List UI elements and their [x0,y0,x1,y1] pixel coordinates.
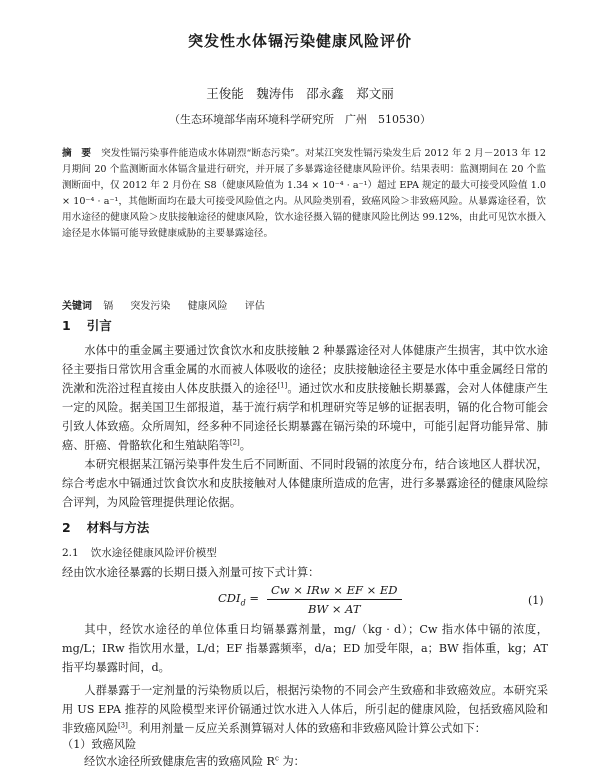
subsection-heading [62,545,217,560]
paragraph-text: 。 [239,439,251,452]
section-title: 材料与方法 [86,520,150,535]
paragraph-text: 。利用剂量－反应关系测算镉对人体的致癌和非致癌风险计算公式如下： [127,722,486,735]
intro-paragraph-2: 本研究根据某江镉污染事件发生后不同断面、不同时段镉的浓度分布，结合该地区人群状况，综合考虑水中镉通过饮食饮水和皮肤接触对人体健康所造成的危害，进行多暴露途径的健康风险综合评判，为风险管理提供理论依据。 [62,458,548,509]
citation: [2] [229,438,240,447]
paragraph-text: 为： [278,755,305,768]
section-heading-intro [62,316,112,334]
keywords-label: 关键词 [62,301,92,312]
paragraph-text: 经饮水途径所致健康危害的致癌风险 R [84,755,275,768]
keyword-term: 镉 [103,301,114,312]
paragraph-text: 水体中的重金属主要通过饮食饮水和皮肤接触 2 种暴露途径对人体健康产生损害，其中饮水途径主要指日常饮用含重金属的水而被人体吸收的途径；皮肤接触途径主要是水体中重金属经日常的洗漱和洗浴过程直接由人体皮肤摄入的途径 [62,344,548,395]
affiliation: （生态环境部华南环境科学研究所 广州 510530） [169,113,431,126]
section-heading-methods [62,518,149,536]
subsection-title: 饮水途径健康风险评价模型 [90,547,217,559]
author-list: 王俊能 魏涛伟 邵永鑫 郑文丽 [206,86,394,101]
citation: [1] [277,381,288,390]
paper-title: 突发性水体镉污染健康风险评价 [187,32,412,50]
abstract-block [62,146,546,242]
keyword-term: 健康风险 [187,301,228,312]
list-item-cancer-risk: （1）致癌风险 [62,738,137,751]
abstract-label: 摘 要 [62,148,92,159]
section-title: 引言 [86,318,112,333]
formula-numerator: Cw × IRw × EF × ED [267,583,402,600]
formula-lhs-subscript: d [240,598,246,608]
section-number: 1 [62,318,71,333]
risk-model-paragraph [62,681,548,738]
formula-lhs [218,591,259,607]
cancer-risk-text [84,753,305,769]
abstract-text: 突发性镉污染事件能造成水体剧烈“断态污染”。对某江突发性镉污染发生后 2012 年 2 月－2013 年 12 月期间 20 个监测断面水体镉含量进行研究，并开展了多暴露途径健康风险评价。结果表明：监测期间在 20 个监测断面中，仅 2012 年 2 月份在 S8（健康风险值为 1.34 × 10⁻⁴ · a⁻¹）超过 EPA 规定的最大可接受风险值 1.0 × 10⁻⁴ · a⁻¹，其他断面均在最大可接受风险值之内。从风险类别看，致癌风险＞非致癌风险。从暴露途径看，饮用水途径的健康风险＞皮肤接触途径的健康风险，饮水途径摄入镉的健康风险比例达 99.12%，由此可见饮水摄入途径是水体镉可能导致健康威胁的主要暴露途径。 [62,148,547,239]
superscript: c [274,754,279,763]
formula-denominator: BW × AT [307,602,361,616]
formula-lhs-symbol: CDI [218,591,241,606]
formula-fraction [267,583,402,616]
formula-cdi [218,583,402,616]
section-number: 2 [62,520,71,535]
paragraph-text: 人群暴露于一定剂量的污染物质以后，根据污染物的不同会产生致癌和非致癌效应。本研究采用 US EPA 推荐的风险模型来评价镉通过饮水进入人体后，所引起的健康风险，包括致癌风险和非致癌风险 [62,684,548,735]
keywords-block [62,297,546,312]
formula-intro: 经由饮水途径暴露的长期日摄入剂量可按下式计算： [62,566,320,579]
subsection-number: 2.1 [62,547,79,559]
formula-equals: = [245,591,259,606]
keyword-term: 评估 [244,301,265,312]
keyword-term: 突发污染 [130,301,171,312]
intro-paragraph-1 [62,341,548,455]
citation: [3] [117,721,128,730]
equation-number: (1) [528,594,544,607]
variables-paragraph: 其中，经饮水途径的单位体重日均镉暴露剂量，mg/（kg · d）；Cw 指水体中镉的浓度，mg/L；IRw 指饮用水量，L/d；EF 指暴露频率，d/a；ED 加受年限，a；BW 指体重，kg；AT 指平均暴露时间，d。 [62,623,548,674]
paragraph-text: 。通过饮水和皮肤接触长期暴露，会对人体健康产生一定的风险。据美国卫生部报道，基于流行病学和机理研究等足够的证据表明，镉的化合物可能会引致人体致癌。众所周知，经多种不同途径长期暴露在镉污染的环境中，可能引起肾功能异常、肺癌、肝癌、骨骼软化和生殖缺陷等 [62,382,548,452]
